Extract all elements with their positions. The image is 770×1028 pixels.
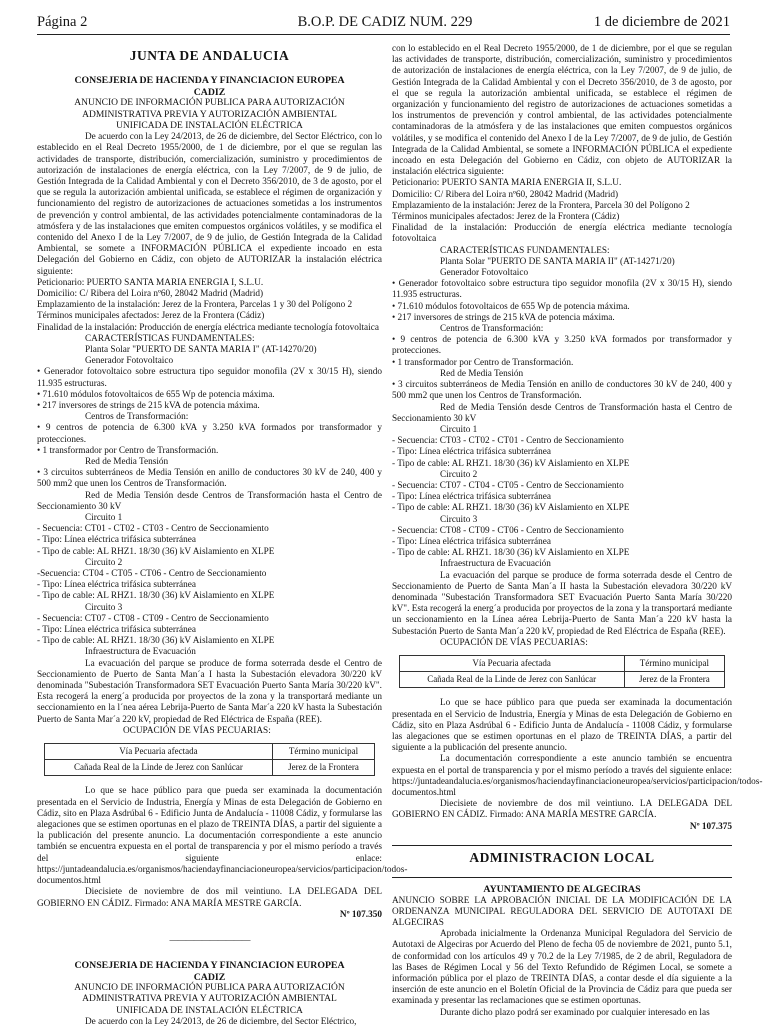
notice-2-circuit-1: Circuito 1 — [440, 424, 478, 435]
notice-2-org2: CADIZ — [193, 971, 226, 983]
notice-1-circuit-line: - Tipo: Línea eléctrica trifásica subterránea — [37, 625, 196, 636]
notice-2-caracteristicas: CARACTERÍSTICAS FUNDAMENTALES: — [440, 245, 610, 256]
notice-1-circuit-line: - Secuencia: CT01 - CT02 - CT03 - Centro de Seccionamiento — [37, 524, 269, 535]
left-column — [37, 44, 408, 1027]
notice-2-circuit-line: - Tipo de cable: AL RHZ1. 18/30 (36) kV Aislamiento en XLPE — [392, 458, 630, 469]
notice-1-exposicion: Lo que se hace público para que pueda ser examinada la documentación presentada en el Servicio de Industria, Energía y Minas de esta Delegación de Gobierno en Cádiz, sito en Plaza Asdrúbal 6 - Edificio Junta de Andalucía - 11008 Cádiz, y formularse las alegaciones que se estimen oportunas en el plazo de TREINTA DÍAS, a partir del siguiente a la publicación del presente anuncio. La documentación correspondiente a este anuncio también se encuentra expuesta en el portal de transparencia y por el mismo período a través del siguiente enlace: https://juntadeandalucia.es/organismos/haciendayfinanciacioneuropea/servicios/participacion/todos-documentos.html — [37, 786, 408, 887]
notice-1-intro: De acuerdo con la Ley 24/2013, de 26 de diciembre, del Sector Eléctrico, con lo establecido en el Real Decreto 1955/2000, de 1 de diciembre, por el que se regulan las actividades de transporte, distribución, comercialización, suministro y procedimientos de autorización de instalaciones de energía eléctrica, con la Ley 7/2007, de 9 de julio, de Gestión Integrada de la Calidad Ambiental y con el Decreto 356/2010, de 3 de agosto, por el que se regula la autorización ambiental unificada, se establece el régimen de organización y funcionamiento del registro de autorizaciones de actuaciones sometidas a los instrumentos de prevención y control ambiental, de las actividades potencialmente contaminadoras de la atmósfera y de las instalaciones que emiten compuestos orgánicos volátiles, y se modifica el contenido del Anexo I de la Ley 7/2007, de 9 de julio, de Gestión Integrada de la Calidad Ambiental, se somete a INFORMACIÓN PÚBLICA el expediente incoado en esta Delegación del Gobierno en Cádiz, con objeto de AUTORIZAR la instalación eléctrica siguiente: — [37, 132, 382, 277]
notice-2-centros: Centros de Transformación: — [440, 324, 544, 335]
publication-title: B.O.P. DE CADIZ NUM. 229 — [297, 14, 473, 30]
notice-2-finalidad: Finalidad de la instalación: Producción de energía eléctrica mediante tecnología fotovoltaica — [392, 223, 732, 245]
notice-1-reference: Nº 107.350 — [339, 909, 382, 920]
algeciras-body-cont: Durante dicho plazo podrá ser examinado por cualquier interesado en las — [440, 1007, 710, 1018]
ayuntamiento-title: AYUNTAMIENTO DE ALGECIRAS — [483, 884, 641, 896]
notice-2-generador: Generador Fotovoltaico — [440, 268, 529, 279]
section-rule-bottom — [392, 877, 732, 878]
notice-2-red: Red de Media Tensión — [440, 368, 524, 379]
right-column — [392, 44, 763, 1020]
notice-2-bullet: • 3 circuitos subterráneos de Media Tensión en anillo de conductores 30 kV de 240, 400 y 500 mm2 que unen los Centros de Transformación. — [392, 380, 732, 402]
notice-1-bullet: • 217 inversores de strings de 215 kVA de potencia máxima. — [37, 400, 260, 411]
notice-1-firma: Diecisiete de noviembre de dos mil veintiuno. LA DELEGADA DEL GOBIERNO EN CÁDIZ. Firmado: ANA MARÍA MESTRE GARCÍA. — [37, 887, 382, 909]
notice-1-bullet: • 3 circuitos subterráneos de Media Tensión en anillo de conductores 30 kV de 240, 400 y 500 mm2 que unen los Centros de Transformación. — [37, 468, 382, 490]
notice-1-infra: Infraestructura de Evacuación — [85, 647, 196, 658]
notice-2-circuit-2: Circuito 2 — [440, 469, 478, 480]
notice-2-title-3: UNIFICADA DE INSTALACIÓN ELÉCTRICA — [116, 1005, 303, 1016]
notice-1-circuit-line: - Tipo: Línea eléctrica trifásica subterránea — [37, 535, 196, 546]
notice-2-terminos: Términos municipales afectados: Jerez de la Frontera (Cádiz) — [392, 212, 620, 223]
notice-2-bullet: • 71.610 módulos fotovoltaicos de 655 Wp de potencia máxima. — [392, 301, 630, 312]
notice-1-bullet: • 9 centros de potencia de 6.300 kVA y 3.250 kVA formados por transformador y protecciones. — [37, 423, 382, 445]
notice-2-evacuacion: La evacuación del parque se produce de forma soterrada desde el Centro de Seccionamiento de Puerto de Santa Man´a II hasta la Subestación elevadora 30/220 kV denominada "Subestación Transformadora SET Evacuación Puerto Santa María 30/220 kV". Esta recogerá la energ´a producida por proyectos de la zona y la transportará mediante un seccionamiento en la Línea aérea Lebrija-Puerto de Santa Man´a 220 kV hasta la Subestación Puerto de Santa Man´a 220 kV, propiedad de Red Eléctrica de España (REE). — [392, 570, 732, 637]
notice-1-emplazamiento: Emplazamiento de la instalación: Jerez de la Frontera, Parcelas 1 y 30 del Polígono 2 — [37, 300, 353, 311]
notice-1-circuit-line: -Secuencia: CT04 - CT05 - CT06 - Centro de Seccionamiento — [37, 569, 267, 580]
notice-2-infra: Infraestructura de Evacuación — [440, 559, 551, 570]
notice-1-org: CONSEJERIA DE HACIENDA Y FINANCIACION EUROPEA — [74, 75, 345, 87]
notice-2-circuit-line: - Tipo de cable: AL RHZ1. 18/30 (36) kV Aislamiento en XLPE — [392, 548, 630, 559]
algeciras-body: Aprobada inicialmente la Ordenanza Municipal Reguladora del Servicio de Autotaxi de Algeciras por Acuerdo del Pleno de fecha 05 de noviembre de 2021, punto 5.1, de conformidad con los artículos 49 y 70.2 de la Ley 7/1985, de 2 de abril, Reguladora de las Bases de Régimen Local y 56 del Texto Refundido de Régimen Local, se somete a información pública por el plazo de TREINTA DÍAS, a contar desde el día siguiente a la inserción de este anuncio en el Boletín Oficial de la Provincia de Cádiz para que pueda ser examinada y presentar las reclamaciones que se estimen oportunas. — [392, 929, 732, 1007]
notice-1-circuit-1: Circuito 1 — [85, 513, 123, 523]
notice-1-title-1: ANUNCIO DE INFORMACIÓN PUBLICA PARA AUTORIZACIÓN — [74, 98, 345, 109]
notice-1-circuit-line: - Tipo de cable: AL RHZ1. 18/30 (36) kV Aislamiento en XLPE — [37, 546, 275, 557]
notice-1-terminos: Términos municipales afectados: Jerez de la Frontera (Cádiz) — [37, 311, 265, 322]
notice-1-red-mt: Red de Media Tensión desde Centros de Transformación hasta el Centro de Seccionamiento 30 kV — [37, 490, 382, 512]
notice-1-domicilio: Domicilio: C/ Ribera del Loira nº60, 28042 Madrid (Madrid) — [37, 288, 264, 299]
notice-1-planta: Planta Solar "PUERTO DE SANTA MARIA I" (AT-14270/20) — [85, 344, 317, 355]
notice-2-intro-cont: con lo establecido en el Real Decreto 1955/2000, de 1 de diciembre, por el que se regulan las actividades de transporte, distribución, comercialización, suministro y procedimientos de autorización de instalaciones de energía eléctrica, con la Ley 7/2007, de 9 de julio, de Gestión Integrada de la Calidad Ambiental y con el Decreto 356/2010, de 3 de agosto, por el que se regula la autorización ambiental unificada, se establece el régimen de organización y funcionamiento del registro de autorizaciones de actuaciones sometidas a los instrumentos de prevención y control ambiental, de las actividades potencialmente contaminadoras de la atmósfera y de las instalaciones que emiten compuestos orgánicos volátiles, y se modifica el contenido del Anexo I de la Ley 7/2007, de 9 de julio, de Gestión Integrada de la Calidad Ambiental, se somete a INFORMACIÓN PÚBLICA el expediente incoado en esta Delegación del Gobierno en Cádiz, con objeto de AUTORIZAR la instalación eléctrica siguiente: — [392, 44, 732, 178]
notice-1-bullet: • Generador fotovoltaico sobre estructura tipo seguidor monofila (2V x 30/15 H), siendo 11.935 estructuras. — [37, 367, 382, 389]
section-title-junta: JUNTA DE ANDALUCIA — [129, 48, 290, 63]
notice-1-circuit-line: - Tipo de cable: AL RHZ1. 18/30 (36) kV Aislamiento en XLPE — [37, 591, 275, 602]
notice-2-bullet: • Generador fotovoltaico sobre estructura tipo seguidor monofila (2V x 30/15 H), siendo 11.935 estructuras. — [392, 279, 732, 301]
notice-2-circuit-line: - Tipo: Línea eléctrica trifásica subterránea — [392, 447, 551, 458]
notice-separator: —————————— — [169, 934, 250, 945]
notice-2-circuit-line: - Tipo: Línea eléctrica trifásica subterránea — [392, 536, 551, 547]
notice-2-circuit-line: - Secuencia: CT03 - CT02 - CT01 - Centro de Seccionamiento — [392, 436, 624, 447]
notice-1-circuit-2: Circuito 2 — [85, 557, 123, 568]
notice-2-title-1: ANUNCIO DE INFORMACIÓN PUBLICA PARA AUTORIZACIÓN — [74, 983, 345, 994]
notice-2-bullet: • 1 transformador por Centro de Transformación. — [392, 357, 574, 368]
table-cell: Cañada Real de la Linde de Jerez con Sanlúcar — [399, 672, 624, 688]
notice-1-peticionario: Peticionario: PUERTO SANTA MARIA ENERGIA I, S.L.U. — [37, 277, 264, 288]
notice-1-circuit-line: - Secuencia: CT07 - CT08 - CT09 - Centro de Seccionamiento — [37, 613, 269, 624]
notice-2-peticionario: Peticionario: PUERTO SANTA MARIA ENERGIA II, S.L.U. — [392, 178, 622, 189]
notice-2-red-mt: Red de Media Tensión desde Centros de Transformación hasta el Centro de Seccionamiento 30 kV — [392, 402, 732, 424]
notice-1-red: Red de Media Tensión — [85, 456, 169, 467]
table-cell: Jerez de la Frontera — [272, 760, 374, 776]
notice-1-title-2: ADMINISTRATIVA PREVIA Y AUTORIZACIÓN AMBIENTAL — [82, 109, 337, 120]
table-header: Término municipal — [272, 744, 374, 760]
notice-2-emplazamiento: Emplazamiento de la instalación: Jerez de la Frontera, Parcela 30 del Polígono 2 — [392, 200, 690, 211]
notice-2-bullet: • 9 centros de potencia de 6.300 kVA y 3.250 kVA formados por transformador y protecciones. — [392, 335, 732, 357]
notice-1-finalidad: Finalidad de la instalación: Producción de energía eléctrica mediante tecnología fotovoltaica — [37, 322, 379, 333]
notice-1-bullet: • 71.610 módulos fotovoltaicos de 655 Wp de potencia máxima. — [37, 389, 275, 400]
notice-2-enlace: La documentación correspondiente a este anuncio también se encuentra expuesta en el portal de transparencia y por el mismo período a través del siguiente enlace: https://juntadeandalucia.es/organismos/haciendayfinanciacioneuropea/servicios/participacion/todos-documentos.html — [392, 754, 763, 798]
vias-pecuarias-table — [44, 743, 375, 776]
notice-2-intro: De acuerdo con la Ley 24/2013, de 26 de diciembre, del Sector Eléctrico, — [85, 1017, 357, 1027]
notice-2-circuit-line: - Tipo de cable: AL RHZ1. 18/30 (36) kV Aislamiento en XLPE — [392, 503, 630, 514]
notice-1-centros: Centros de Transformación: — [85, 412, 189, 423]
anuncio-title: ANUNCIO SOBRE LA APROBACIÓN INICIAL DE LA MODIFICACIÓN DE LA ORDENANZA MUNICIPAL REGULADORA DEL SERVICIO DE AUTOTAXI DE ALGECIRAS — [392, 895, 732, 928]
notice-1-evacuacion: La evacuación del parque se produce de forma soterrada desde el Centro de Seccionamiento de Puerto de Santa Man´a I hasta la Subestación elevadora 30/220 kV denominada "Subestación Transformadora SET Evacuación Puerto Santa María 30/220 kV". Esta recogerá la energ´a producida por proyectos de la zona y la transportará mediante un seccionamiento en la l´nea aérea Lebrija-Puerto de Santa Mar´a 220 kV hasta la Subestación Puerto de Santa Mar´a 220 kV, propiedad de Red Eléctrica de España (REE). — [37, 658, 382, 725]
notice-1-bullet: • 1 transformador por Centro de Transformación. — [37, 445, 219, 456]
page-number: Página 2 — [37, 14, 88, 30]
notice-1-ocupacion: OCUPACIÓN DE VÍAS PECUARIAS: — [123, 725, 271, 736]
notice-2-circuit-line: - Secuencia: CT08 - CT09 - CT06 - Centro de Seccionamiento — [392, 525, 624, 536]
section-title-local: ADMINISTRACION LOCAL — [469, 849, 655, 865]
table-cell: Cañada Real de la Linde de Jerez con Sanlúcar — [44, 760, 272, 776]
vias-pecuarias-table — [399, 655, 725, 688]
notice-2-firma: Diecisiete de noviembre de dos mil veintiuno. LA DELEGADA DEL GOBIERNO EN CÁDIZ. Firmado: ANA MARÍA MESTRE GARCÍA. — [392, 799, 732, 821]
issue-date: 1 de diciembre de 2021 — [593, 14, 730, 30]
notice-1-circuit-line: - Tipo de cable: AL RHZ1. 18/30 (36) kV Aislamiento en XLPE — [37, 636, 275, 647]
section-rule-top — [392, 845, 732, 846]
notice-2-planta: Planta Solar "PUERTO DE SANTA MARIA II" (AT-14271/20) — [440, 256, 675, 267]
notice-1-circuit-3: Circuito 3 — [85, 602, 123, 613]
notice-2-bullet: • 217 inversores de strings de 215 kVA de potencia máxima. — [392, 312, 615, 323]
notice-2-circuit-line: - Secuencia: CT07 - CT04 - CT05 - Centro de Seccionamiento — [392, 480, 624, 491]
table-header: Término municipal — [624, 655, 725, 671]
notice-2-domicilio: Domicilio: C/ Ribera del Loira nº60, 28042 Madrid (Madrid) — [392, 189, 619, 200]
notice-2-circuit-line: - Tipo: Línea eléctrica trifásica subterránea — [392, 492, 551, 503]
table-header: Vía Pecuaria afectada — [399, 655, 624, 671]
notice-2-reference: Nº 107.375 — [689, 821, 732, 832]
notice-1-title-3: UNIFICADA DE INSTALACIÓN ELÉCTRICA — [116, 120, 303, 131]
notice-1-circuit-line: - Tipo: Línea eléctrica trifásica subterránea — [37, 580, 196, 591]
table-cell: Jerez de la Frontera — [624, 672, 725, 688]
table-header: Vía Pecuaria afectada — [44, 744, 272, 760]
header-rule — [37, 34, 730, 35]
notice-2-title-2: ADMINISTRATIVA PREVIA Y AUTORIZACIÓN AMBIENTAL — [82, 994, 337, 1005]
notice-2-org: CONSEJERIA DE HACIENDA Y FINANCIACION EUROPEA — [74, 960, 345, 972]
notice-2-exposicion: Lo que se hace público para que pueda ser examinada la documentación presentada en el Servicio de Industria, Energía y Minas de esta Delegación de Gobierno en Cádiz, sito en Plaza Asdrúbal 6 - Edificio Junta de Andalucía - 11008 Cádiz, y formularse las alegaciones que se estimen oportunas en el plazo de TREINTA DÍAS, a partir del siguiente a la publicación del presente anuncio. — [392, 698, 732, 754]
notice-2-ocupacion: OCUPACIÓN DE VÍAS PECUARIAS: — [440, 637, 588, 648]
notice-2-circuit-3: Circuito 3 — [440, 514, 478, 525]
notice-1-org2: CADIZ — [193, 86, 226, 98]
notice-1-caracteristicas: CARACTERÍSTICAS FUNDAMENTALES: — [85, 333, 255, 344]
notice-1-generador: Generador Fotovoltaico — [85, 356, 174, 367]
